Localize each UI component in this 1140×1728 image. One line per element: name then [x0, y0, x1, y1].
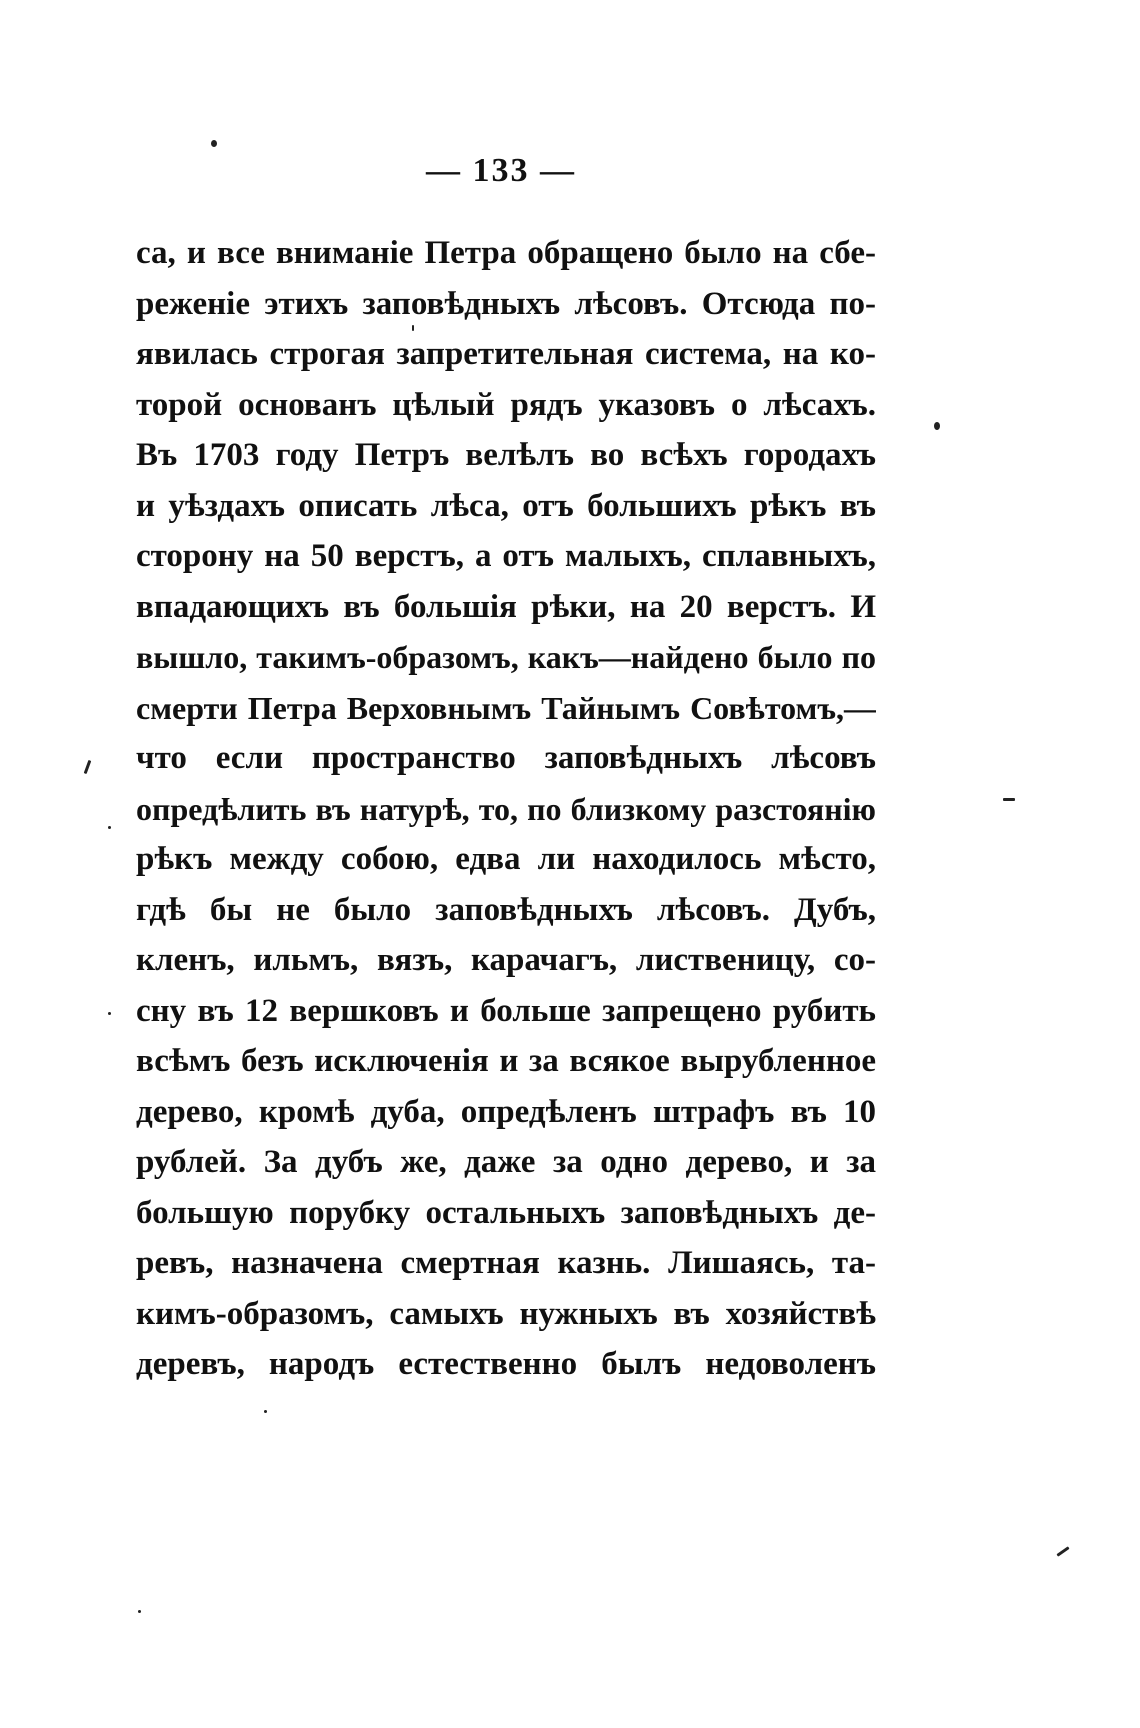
text-line: кимъ-образомъ, самыхъ нужныхъ въ хозяйствѣ	[136, 1295, 876, 1332]
text-line: кленъ, ильмъ, вязъ, карачагъ, лиственицу, со-	[136, 942, 876, 978]
print-speck	[138, 1610, 141, 1613]
text-line: смерти Петра Верховнымъ Тайнымъ Совѣтомъ,—	[136, 689, 876, 726]
text-line: всѣмъ безъ исключенія и за всякое вырубленное	[136, 1043, 876, 1079]
text-line: торой основанъ цѣлый рядъ указовъ о лѣсахъ.	[136, 386, 876, 423]
text-line: рѣкъ между собою, едва ли находилось мѣсто,	[136, 841, 876, 877]
print-speck	[1056, 1546, 1069, 1556]
print-speck	[108, 1012, 111, 1015]
text-line: реженіе этихъ заповѣдныхъ лѣсовъ. Отсюда по-	[136, 285, 876, 322]
print-speck	[264, 1410, 267, 1413]
text-line: большую порубку остальныхъ заповѣдныхъ де-	[136, 1194, 876, 1231]
print-speck	[108, 826, 111, 829]
text-line: дерево, кромѣ дуба, опредѣленъ штрафъ въ 10	[136, 1093, 876, 1130]
text-line: вышло, такимъ-образомъ, какъ—найдено было по	[136, 639, 876, 675]
text-line: ревъ, назначена смертная казнь. Лишаясь, та-	[136, 1245, 876, 1281]
text-line: сну въ 12 вершковъ и больше запрещено рубить	[136, 992, 876, 1029]
text-line: сторону на 50 верстъ, а отъ малыхъ, сплавныхъ,	[136, 538, 876, 574]
print-speck	[934, 422, 940, 430]
text-line: впадающихъ въ большія рѣки, на 20 верстъ. И	[136, 588, 876, 625]
print-speck	[84, 760, 92, 774]
page-number: — 133 —	[426, 152, 576, 189]
text-line: явилась строгая запретительная система, на ко-	[136, 336, 876, 372]
print-speck	[1003, 798, 1015, 801]
print-speck	[412, 325, 414, 331]
text-line: са, и все вниманіе Петра обращено было на сбе-	[136, 235, 876, 271]
text-line: опредѣлить въ натурѣ, то, по близкому разстоянію	[136, 790, 876, 827]
text-line: гдѣ бы не было заповѣдныхъ лѣсовъ. Дубъ,	[136, 891, 876, 928]
text-line: и уѣздахъ описать лѣса, отъ большихъ рѣкъ въ	[136, 487, 876, 524]
text-line: Въ 1703 году Петръ велѣлъ во всѣхъ городахъ	[136, 437, 876, 473]
text-line: рублей. За дубъ же, даже за одно дерево, и за	[136, 1144, 876, 1180]
text-line: что если пространство заповѣдныхъ лѣсовъ	[136, 740, 876, 776]
body-text	[136, 228, 876, 1390]
print-speck	[211, 140, 217, 147]
text-line: деревъ, народъ естественно былъ недоволенъ	[136, 1346, 876, 1382]
